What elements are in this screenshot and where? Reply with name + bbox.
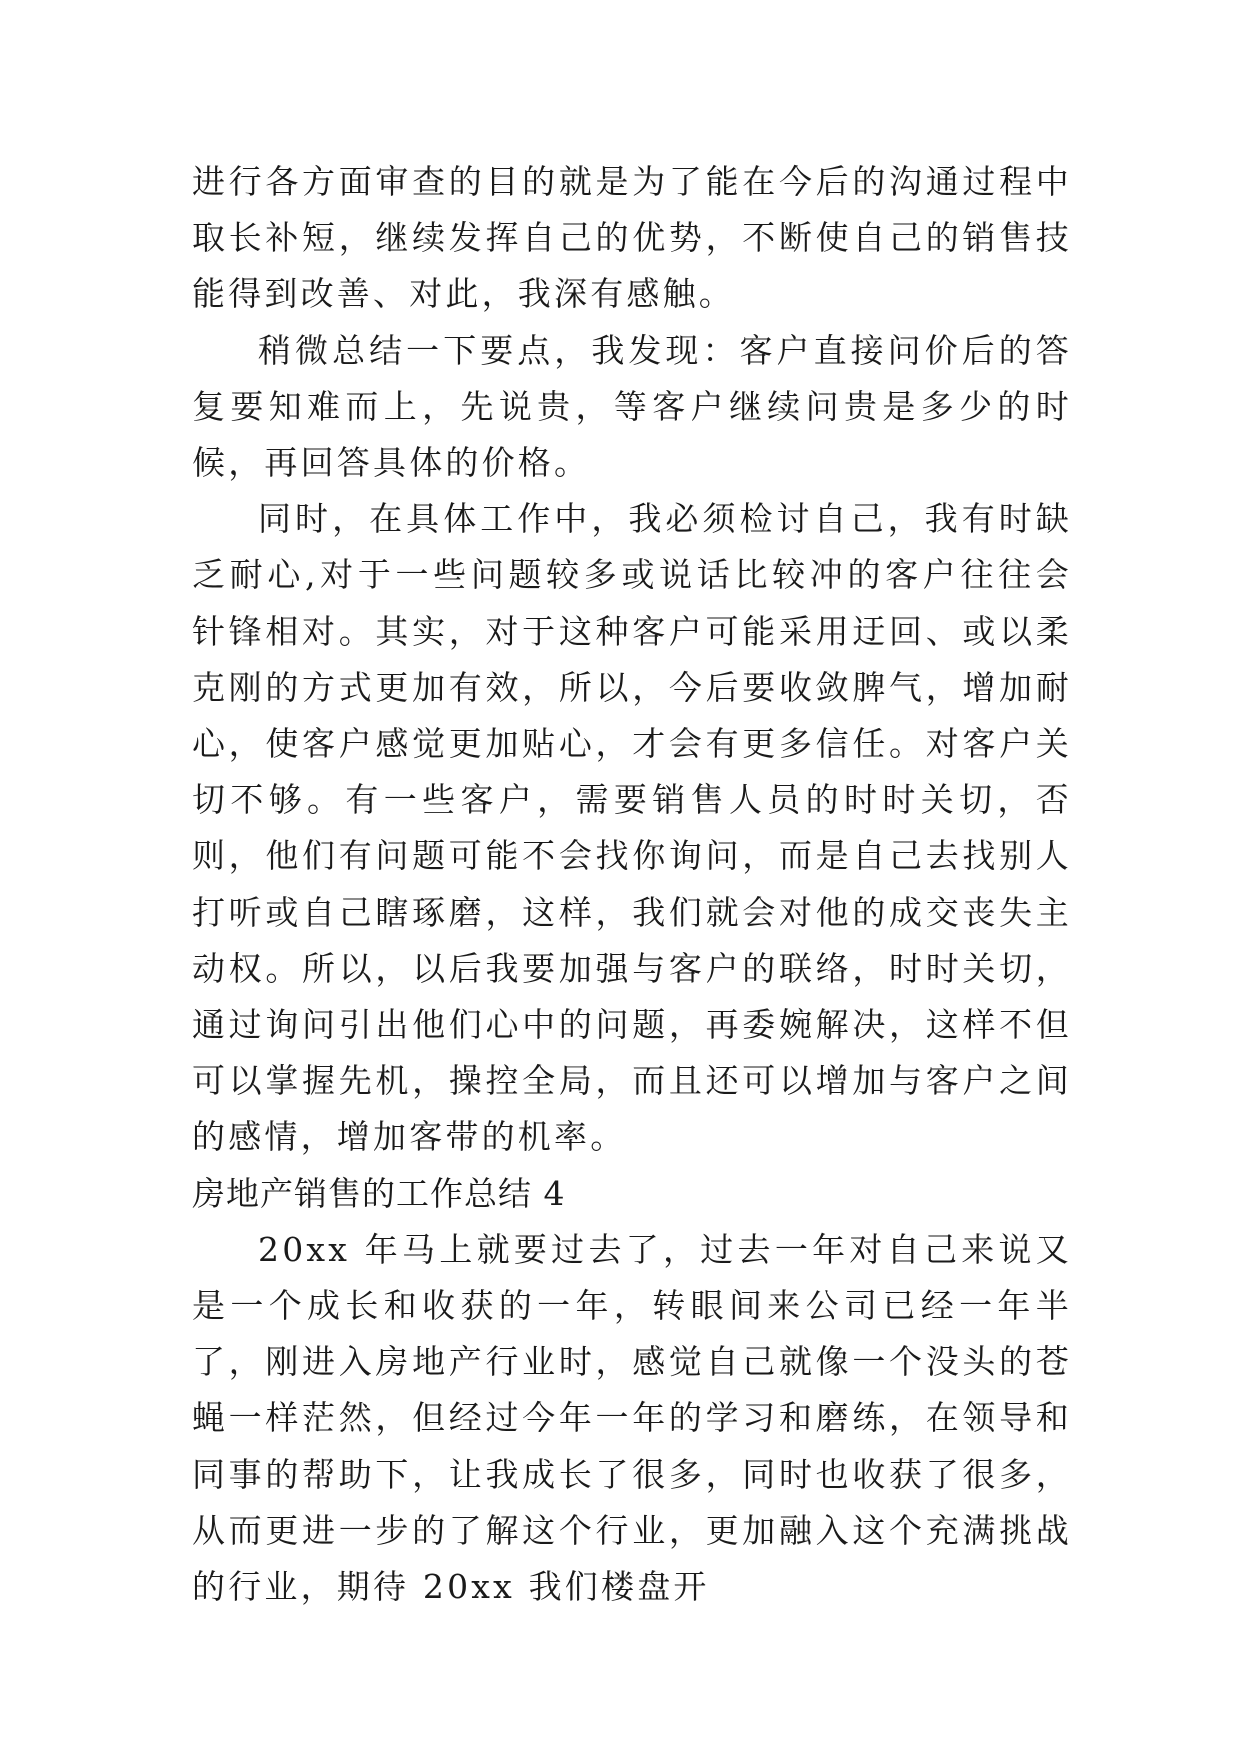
paragraph-summary-points: 稍微总结一下要点，我发现：客户直接问价后的答复要知难而上，先说贵，等客户继续问贵是多少的时候，再回答具体的价格。 xyxy=(192,330,1072,483)
paragraph-self-review: 同时，在具体工作中，我必须检讨自己，我有时缺乏耐心,对于一些问题较多或说话比较冲的客户往往会针锋相对。其实，对于这种客户可能采用迂回、或以柔克刚的方式更加有效，所以，今后要收敛脾气，增加耐心，使客户感觉更加贴心，才会有更多信任。对客户关切不够。有一些客户，需要销售人员的时时关切，否则，他们有问题可能不会找你询问，而是自己去找别人打听或自己瞎琢磨，这样，我们就会对他的成交丧失主动权。所以，以后我要加强与客户的联络，时时关切，通过询问引出他们心中的问题，再委婉解决，这样不但可以掌握先机，操控全局，而且还可以增加与客户之间的感情，增加客带的机率。 xyxy=(192,499,1072,1157)
paragraph-year-review: 20xx 年马上就要过去了，过去一年对自己来说又是一个成长和收获的一年，转眼间来公司已经一年半了，刚进入房地产行业时，感觉自己就像一个没头的苍蝇一样茫然，但经过今年一年的学习和磨练，在领导和同事的帮助下，让我成长了很多，同时也收获了很多，从而更进一步的了解这个行业，更加融入这个充满挑战的行业，期待 20xx 我们楼盘开 xyxy=(192,1229,1072,1607)
paragraph-continuation: 进行各方面审查的目的就是为了能在今后的沟通过程中取长补短，继续发挥自己的优势，不断使自己的销售技能得到改善、对此，我深有感触。 xyxy=(192,162,1072,314)
section-heading: 房地产销售的工作总结 4 xyxy=(192,1173,566,1213)
document-body xyxy=(192,154,1072,1615)
